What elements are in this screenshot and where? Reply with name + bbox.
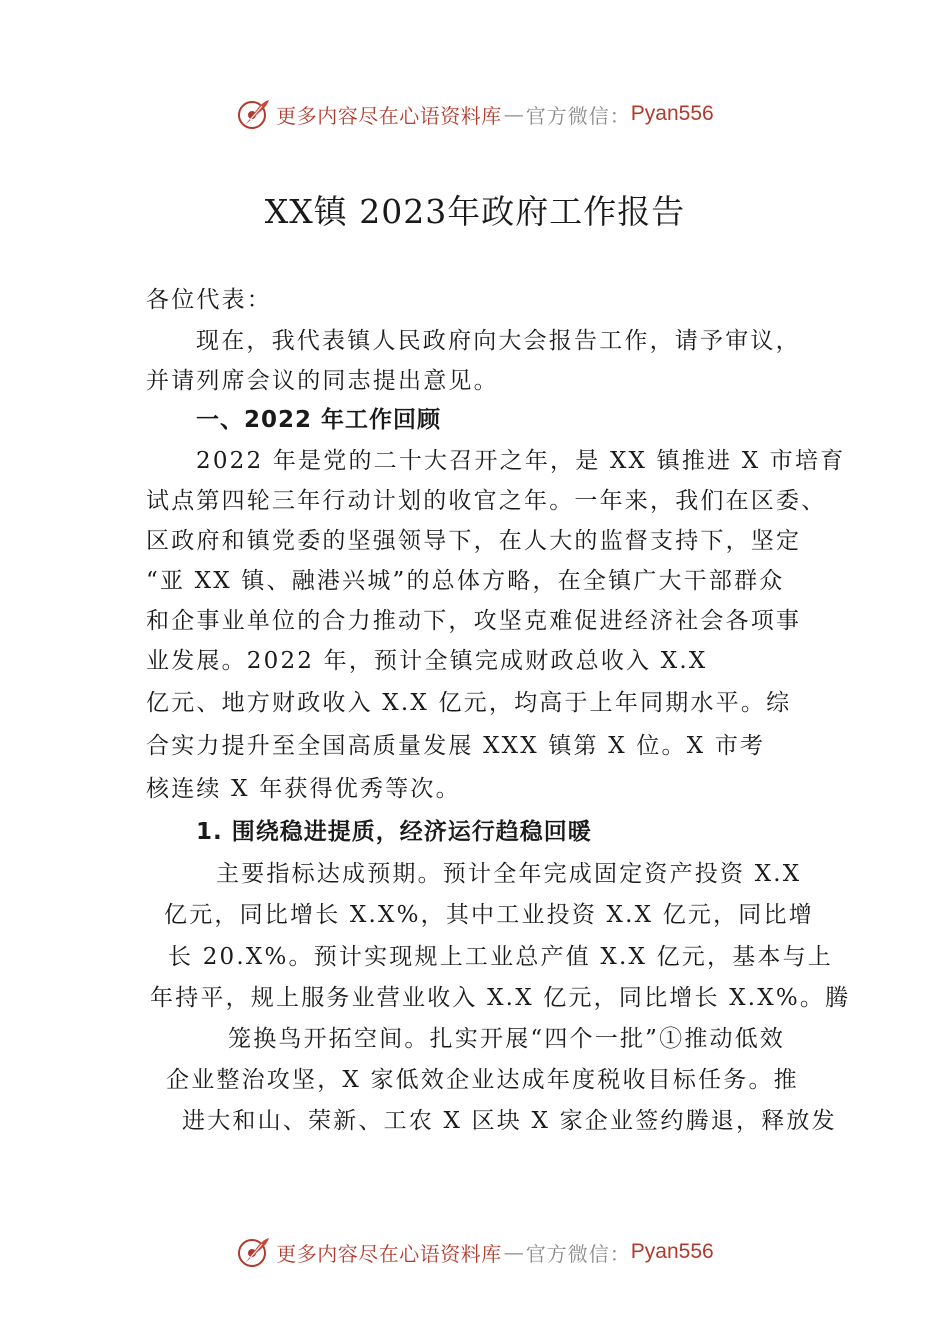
body-line: 亿元、地方财政收入 X.X 亿元，均高于上年同期水平。综 [146, 690, 792, 716]
watermark-text: 更多内容尽在心语资料库 [276, 1241, 502, 1266]
body-line: 区政府和镇党委的坚强领导下，在人大的监督支持下，坚定 [146, 528, 802, 554]
watermark-wechat-label: 官方微信： [525, 1241, 631, 1266]
watermark-wechat-id: Pyan556 [630, 1240, 714, 1263]
watermark-separator: — [503, 1240, 524, 1264]
body-line: 并请列席会议的同志提出意见。 [146, 368, 499, 394]
body-line: 企业整治攻坚，X 家低效企业达成年度税收目标任务。推 [166, 1067, 799, 1093]
body-line: 核连续 X 年获得优秀等次。 [146, 776, 461, 802]
quill-pen-circle-icon [236, 96, 272, 132]
watermark-banner-bottom [0, 1232, 950, 1272]
body-line: 2022 年是党的二十大召开之年，是 XX 镇推进 X 市培育 [196, 448, 846, 474]
body-line: 亿元，同比增长 X.X%，其中工业投资 X.X 亿元，同比增 [164, 902, 814, 928]
body-line: 长 20.X%。预计实现规上工业总产值 X.X 亿元，基本与上 [168, 944, 833, 970]
body-line: 笼换鸟开拓空间。扎实开展“四个一批”①推动低效 [228, 1026, 786, 1052]
body-line: 年持平，规上服务业营业收入 X.X 亿元，同比增长 X.X%。腾 [150, 985, 851, 1011]
watermark-wechat-label: 官方微信： [525, 103, 631, 128]
watermark-separator: — [503, 102, 524, 126]
body-line: 现在，我代表镇人民政府向大会报告工作，请予审议， [196, 328, 801, 354]
subsection-heading: 1. 围绕稳进提质，经济运行趋稳回暖 [196, 819, 592, 845]
quill-pen-circle-icon [236, 1234, 272, 1270]
section-heading: 一、2022 年工作回顾 [196, 407, 442, 433]
salutation: 各位代表： [146, 287, 272, 313]
body-line: 合实力提升至全国高质量发展 XXX 镇第 X 位。X 市考 [146, 733, 766, 759]
body-line: 试点第四轮三年行动计划的收官之年。一年来，我们在区委、 [146, 488, 827, 514]
body-line: 业发展。2022 年，预计全镇完成财政总收入 X.X [146, 648, 708, 674]
watermark-wechat-id: Pyan556 [630, 102, 714, 125]
body-line: “亚 XX 镇、融港兴城”的总体方略，在全镇广大干部群众 [146, 568, 785, 594]
body-line: 主要指标达成预期。预计全年完成固定资产投资 X.X [216, 861, 802, 887]
body-line: 进大和山、荣新、工农 X 区块 X 家企业签约腾退，释放发 [182, 1108, 837, 1134]
watermark-banner-top [0, 94, 950, 134]
document-title: XX镇 2023年政府工作报告 [264, 192, 686, 231]
watermark-text: 更多内容尽在心语资料库 [276, 103, 502, 128]
body-line: 和企事业单位的合力推动下，攻坚克难促进经济社会各项事 [146, 608, 802, 634]
